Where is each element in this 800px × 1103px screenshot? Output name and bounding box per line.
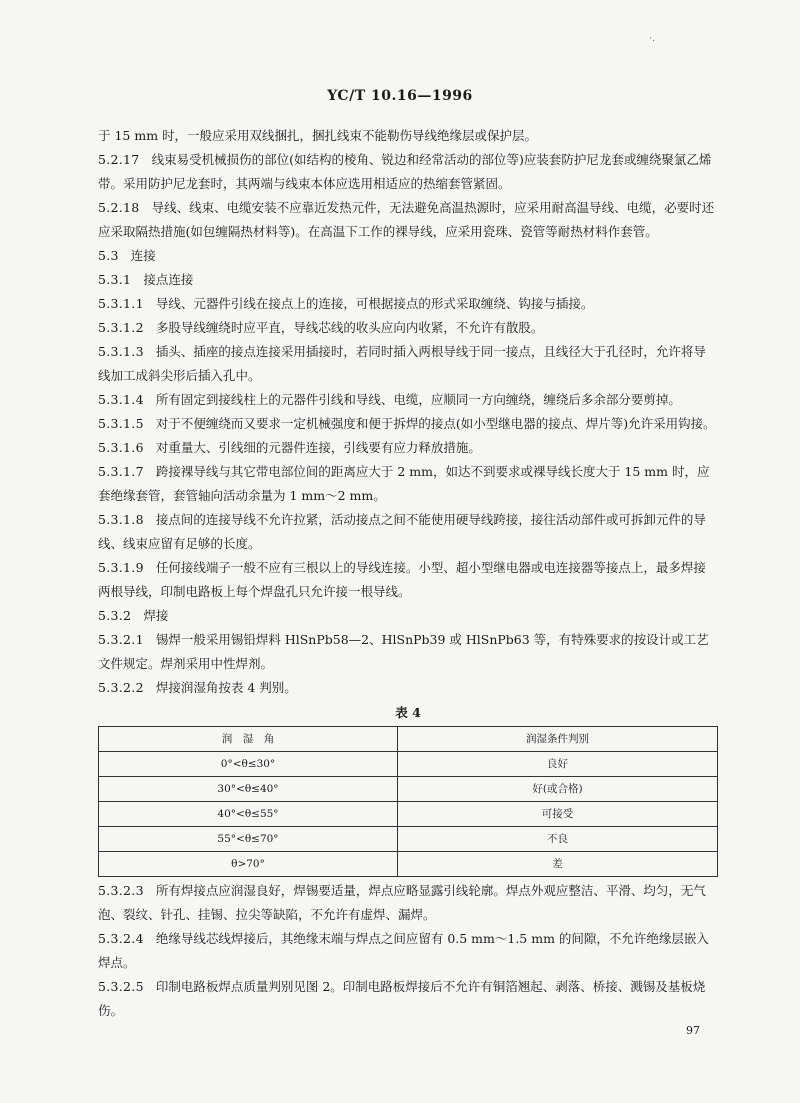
clause-text: 线束易受机械损伤的部位(如结构的棱角、锐边和经常活动的部位等)应装套防护尼龙套或缠绕聚氯乙烯带。采用防护尼龙套时，其两端与线束本体应选用相适应的热缩套管紧固。 [98, 152, 712, 191]
clause-text: 所有固定到接线柱上的元器件引线和导线、电缆，应顺同一方向缠绕，缠绕后多余部分要剪掉。 [155, 392, 681, 407]
table-header-condition: 润湿条件判别 [398, 727, 718, 752]
clause-number: 5.3.2 [98, 608, 132, 623]
clause-text: 跨接裸导线与其它带电部位间的距离应大于 2 mm，如达不到要求或裸导线长度大于 15 mm 时，应套绝缘套管，套管轴向活动余量为 1 mm～2 mm。 [98, 464, 710, 503]
clause-paragraph [98, 292, 718, 316]
clause-paragraph [98, 124, 718, 148]
clause-paragraph [98, 340, 718, 388]
clause-paragraph [98, 628, 718, 676]
clause-paragraph [98, 879, 718, 927]
table-caption: 表 4 [395, 705, 421, 720]
clause-text: 所有焊接点应润湿良好，焊锡要适量，焊点应略显露引线轮廓。焊点外观应整洁、平滑、均匀，无气泡、裂纹、针孔、挂锡、拉尖等缺陷，不允许有虚焊、漏焊。 [98, 883, 706, 922]
clause-paragraph [98, 460, 718, 508]
clause-text: 对重量大、引线细的元器件连接，引线要有应力释放措施。 [155, 440, 481, 455]
clause-paragraph [98, 412, 718, 436]
clause-number: 5.3.1.2 [98, 320, 144, 335]
clause-paragraph [98, 556, 718, 604]
clause-text: 于 15 mm 时，一般应采用双线捆扎，捆扎线束不能勒伤导线绝缘层或保护层。 [98, 128, 538, 143]
clause-number: 5.3.1.7 [98, 464, 144, 479]
clause-paragraph [98, 244, 718, 268]
clause-text: 导线、线束、电缆安装不应靠近发热元件，无法避免高温热源时，应采用耐高温导线、电缆，必要时还应采取隔热措施(如包缠隔热材料等)。在高温下工作的裸导线，应采用瓷珠、瓷管等耐热材料作套管。 [98, 200, 715, 239]
corner-mark: ·. [649, 34, 655, 44]
clause-paragraph [98, 316, 718, 340]
clause-number: 5.3.1.3 [98, 344, 144, 359]
document-body [98, 124, 718, 1023]
clause-number: 5.3.1.8 [98, 512, 144, 527]
clause-number: 5.3.2.5 [98, 979, 144, 994]
clause-text: 对于不便缠绕而又要求一定机械强度和便于拆焊的接点(如小型继电器的接点、焊片等)允许采用钩接。 [155, 416, 716, 431]
clause-number: 5.3.2.2 [98, 680, 144, 695]
clause-paragraph [98, 148, 718, 196]
clause-text: 绝缘导线芯线焊接后，其绝缘末端与焊点之间应留有 0.5 mm～1.5 mm 的间隙，不允许绝缘层嵌入焊点。 [98, 931, 709, 970]
table-cell-angle: 0°<θ≤30° [99, 752, 398, 777]
table-header-row [99, 727, 718, 752]
clause-text: 任何接线端子一般不应有三根以上的导线连接。小型、超小型继电器或电连接器等接点上，最多焊接两根导线，印制电路板上每个焊盘孔只允许接一根导线。 [98, 560, 706, 599]
clause-number: 5.3.1.9 [98, 560, 144, 575]
clause-number: 5.3 [98, 248, 119, 263]
clause-text: 多股导线缠绕时应平直，导线芯线的收头应向内收紧，不允许有散股。 [155, 320, 544, 335]
clause-number: 5.3.1.1 [98, 296, 144, 311]
section-before-table [98, 124, 718, 700]
table-cell-angle: 55°<θ≤70° [99, 827, 398, 852]
clause-paragraph [98, 975, 718, 1023]
table-cell-angle: 40°<θ≤55° [99, 802, 398, 827]
clause-number: 5.3.1.4 [98, 392, 144, 407]
clause-text: 接点连接 [143, 272, 194, 287]
clause-paragraph [98, 604, 718, 628]
clause-number: 5.3.1.5 [98, 416, 144, 431]
table-header-wetting-angle: 润 湿 角 [99, 727, 398, 752]
table-cell-condition: 良好 [398, 752, 718, 777]
table-cell-condition: 不良 [398, 827, 718, 852]
clause-text: 焊接 [143, 608, 169, 623]
clause-text: 导线、元器件引线在接点上的连接，可根据接点的形式采取缠绕、钩接与插接。 [155, 296, 594, 311]
table-cell-condition: 可接受 [398, 802, 718, 827]
clause-text: 插头、插座的接点连接采用插接时，若同时插入两根导线于同一接点，且线径大于孔径时，允许将导线加工成斜尖形后插入孔中。 [98, 344, 706, 383]
clause-text: 连接 [130, 248, 156, 263]
clause-paragraph [98, 388, 718, 412]
clause-number: 5.2.18 [98, 200, 140, 215]
clause-text: 锡焊一般采用锡铅焊料 HlSnPb58—2、HlSnPb39 或 HlSnPb63 等，有特殊要求的按设计或工艺文件规定。焊剂采用中性焊剂。 [98, 632, 709, 671]
clause-paragraph [98, 676, 718, 700]
table-cell-condition: 好(或合格) [398, 777, 718, 802]
clause-number: 5.2.17 [98, 152, 140, 167]
table-row [99, 777, 718, 802]
clause-paragraph [98, 508, 718, 556]
table-cell-angle: 30°<θ≤40° [99, 777, 398, 802]
table-cell-condition: 差 [398, 852, 718, 877]
clause-text: 印制电路板焊点质量判别见图 2。印制电路板焊接后不允许有铜箔翘起、剥落、桥接、溅锡及基板烧伤。 [98, 979, 706, 1018]
clause-paragraph [98, 196, 718, 244]
table-row [99, 752, 718, 777]
page-number: 97 [686, 1024, 700, 1037]
table-row [99, 852, 718, 877]
clause-text: 焊接润湿角按表 4 判别。 [155, 680, 297, 695]
standard-code-header: YC/T 10.16—1996 [327, 88, 473, 104]
clause-number: 5.3.2.1 [98, 632, 144, 647]
table-cell-angle: θ>70° [99, 852, 398, 877]
table-row [99, 827, 718, 852]
section-after-table [98, 879, 718, 1023]
clause-number: 5.3.2.3 [98, 883, 144, 898]
clause-paragraph [98, 268, 718, 292]
clause-paragraph [98, 436, 718, 460]
clause-number: 5.3.2.4 [98, 931, 144, 946]
wetting-angle-table [98, 726, 718, 877]
clause-number: 5.3.1.6 [98, 440, 144, 455]
table-row [99, 802, 718, 827]
clause-text: 接点间的连接导线不允许拉紧，活动接点之间不能使用硬导线跨接，接往活动部件或可拆卸元件的导线、线束应留有足够的长度。 [98, 512, 706, 551]
clause-number: 5.3.1 [98, 272, 132, 287]
clause-paragraph [98, 927, 718, 975]
